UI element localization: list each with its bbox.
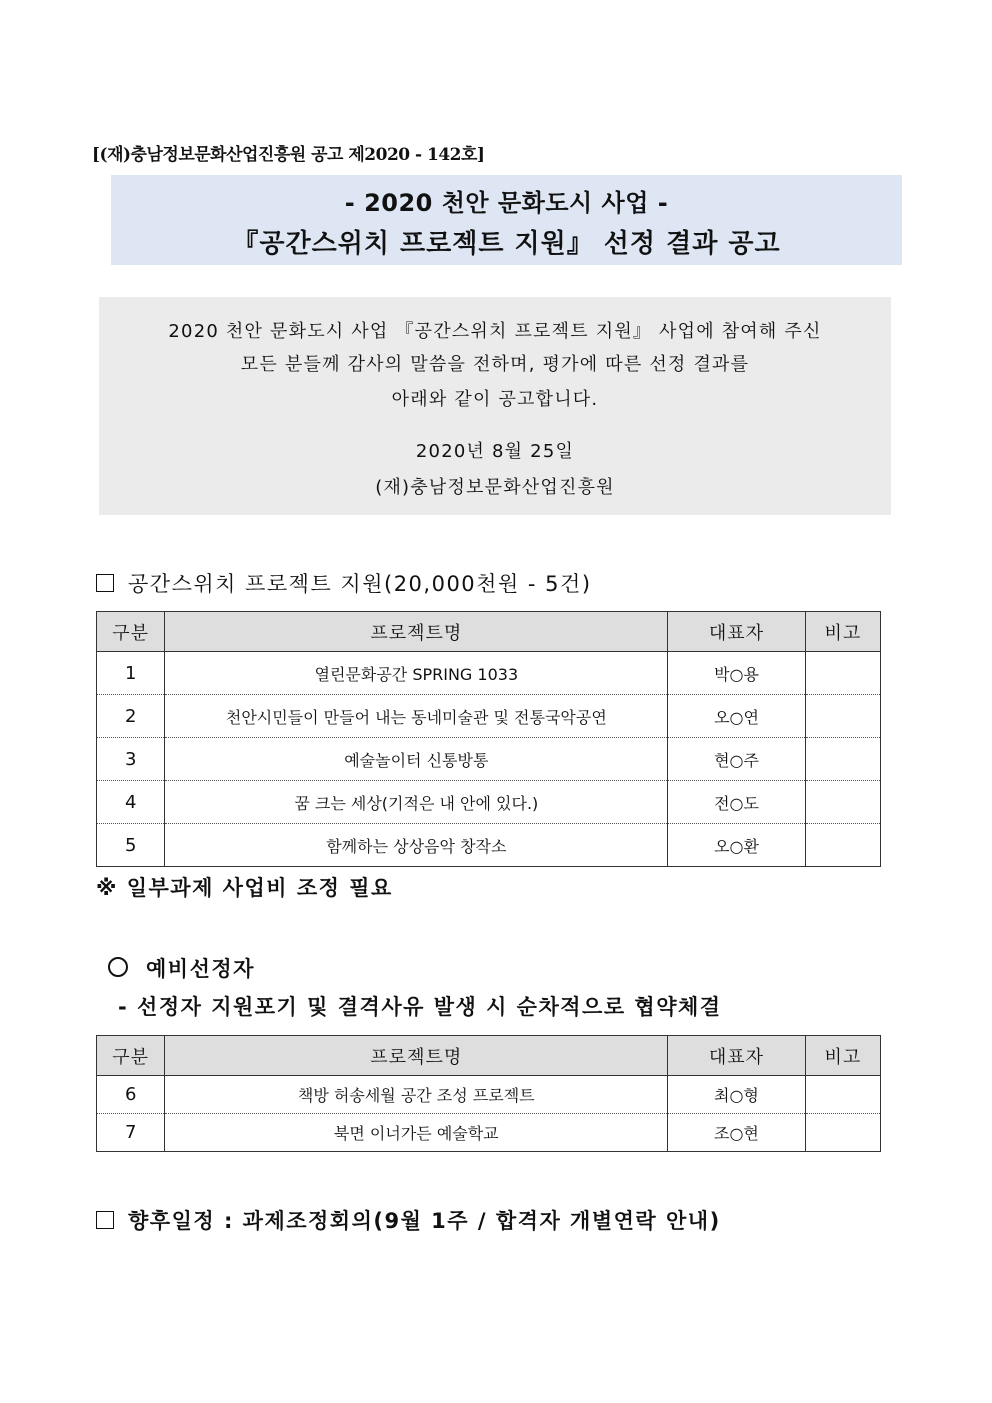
column-header: 구분 xyxy=(97,1036,165,1076)
schedule-text: 향후일정 : 과제조정회의(9월 1주 / 합격자 개별연락 안내) xyxy=(128,1209,721,1233)
representative: 오○연 xyxy=(668,695,805,738)
section-1-heading xyxy=(96,568,592,598)
intro-line-1: 2020 천안 문화도시 사업 『공간스위치 프로젝트 지원』 사업에 참여해 주신 xyxy=(168,321,822,342)
budget-adjustment-note: ※ 일부과제 사업비 조정 필요 xyxy=(96,876,393,900)
remarks xyxy=(805,1076,880,1114)
square-bullet-icon xyxy=(96,574,114,592)
column-header: 프로젝트명 xyxy=(165,1036,668,1076)
intro-date: 2020년 8월 25일 xyxy=(415,441,575,462)
row-number: 1 xyxy=(97,652,165,695)
remarks xyxy=(805,824,880,867)
project-name: 북면 이너가든 예술학교 xyxy=(165,1114,668,1152)
title-line-1: - 2020 천안 문화도시 사업 - xyxy=(344,189,669,217)
remarks xyxy=(805,781,880,824)
intro-box xyxy=(99,297,891,515)
column-header: 대표자 xyxy=(668,612,805,652)
selected-projects-table xyxy=(96,611,881,867)
table-row xyxy=(97,781,881,824)
table-row xyxy=(97,824,881,867)
title-box xyxy=(111,175,902,265)
representative: 조○현 xyxy=(668,1114,806,1152)
reserve-heading-text: 예비선정자 xyxy=(146,957,255,981)
row-number: 6 xyxy=(97,1076,165,1114)
remarks xyxy=(805,738,880,781)
column-header: 비고 xyxy=(805,612,880,652)
table-row xyxy=(97,695,881,738)
project-name: 함께하는 상상음악 창작소 xyxy=(165,824,668,867)
column-header: 구분 xyxy=(97,612,165,652)
representative: 박○용 xyxy=(668,652,805,695)
row-number: 3 xyxy=(97,738,165,781)
column-header: 프로젝트명 xyxy=(165,612,668,652)
project-name: 천안시민들이 만들어 내는 동네미술관 및 전통국악공연 xyxy=(165,695,668,738)
table-header-row xyxy=(97,1036,881,1076)
table-row xyxy=(97,1076,881,1114)
notice-number: [(재)충남정보문화산업진흥원 공고 제2020 - 142호] xyxy=(92,145,485,165)
table-row xyxy=(97,738,881,781)
row-number: 4 xyxy=(97,781,165,824)
project-name: 예술놀이터 신통방통 xyxy=(165,738,668,781)
row-number: 2 xyxy=(97,695,165,738)
representative: 최○형 xyxy=(668,1076,806,1114)
reserve-heading xyxy=(108,953,255,983)
remarks xyxy=(805,1114,880,1152)
table-header-row xyxy=(97,612,881,652)
project-name: 꿈 크는 세상(기적은 내 안에 있다.) xyxy=(165,781,668,824)
representative: 전○도 xyxy=(668,781,805,824)
remarks xyxy=(805,695,880,738)
schedule-heading xyxy=(96,1205,721,1235)
intro-org: (재)충남정보문화산업진흥원 xyxy=(375,477,615,498)
row-number: 5 xyxy=(97,824,165,867)
intro-line-2: 모든 분들께 감사의 말씀을 전하며, 평가에 따른 선정 결과를 xyxy=(240,354,750,375)
table-row xyxy=(97,1114,881,1152)
remarks xyxy=(805,652,880,695)
circle-bullet-icon xyxy=(108,957,128,977)
reserve-description: - 선정자 지원포기 및 결격사유 발생 시 순차적으로 협약체결 xyxy=(118,995,722,1019)
column-header: 대표자 xyxy=(668,1036,806,1076)
reserve-projects-table xyxy=(96,1035,881,1152)
table-row xyxy=(97,652,881,695)
intro-line-3: 아래와 같이 공고합니다. xyxy=(391,389,599,410)
title-line-2: 『공간스위치 프로젝트 지원』 선정 결과 공고 xyxy=(232,229,781,259)
representative: 오○환 xyxy=(668,824,805,867)
row-number: 7 xyxy=(97,1114,165,1152)
project-name: 책방 허송세월 공간 조성 프로젝트 xyxy=(165,1076,668,1114)
project-name: 열린문화공간 SPRING 1033 xyxy=(165,652,668,695)
square-bullet-icon xyxy=(96,1211,114,1229)
column-header: 비고 xyxy=(805,1036,880,1076)
representative: 현○주 xyxy=(668,738,805,781)
section-1-heading-text: 공간스위치 프로젝트 지원(20,000천원 - 5건) xyxy=(128,572,592,596)
